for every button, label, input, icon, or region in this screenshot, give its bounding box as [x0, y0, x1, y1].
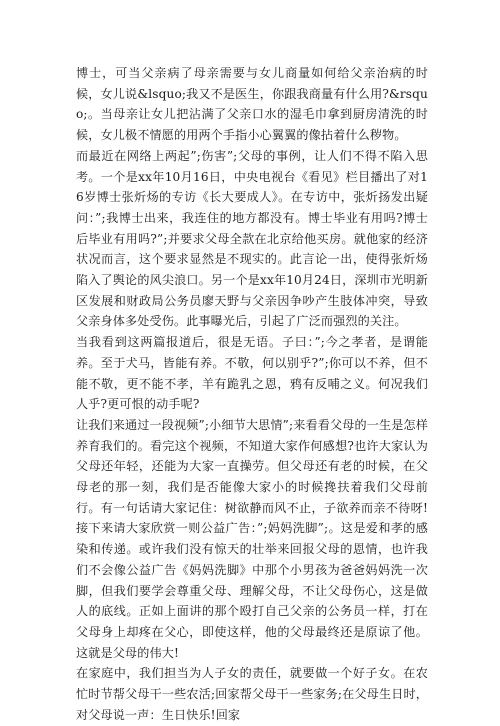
paragraph: 博士，可当父亲病了母亲需要与女儿商量如何给父亲治病的时候，女儿说&lsquo;我又不是医生，你跟我商量有什么用?&rsquo;。当母亲让女儿把沾满了父亲口水的湿毛巾拿到厨房清洗的时候，女儿极不情愿的用两个手指小心翼翼的像拈着什么秽物。: [76, 66, 428, 143]
document-body: [76, 63, 428, 726]
paragraph: 而最近在网络上两起”;伤害”;父母的事例，让人们不得不陷入思考。一个是xx年10月16日，中央电视台《看见》栏目播出了对16岁博士张炘炀的专访《长大要成人》。在专访中，张炘扬发出疑问：”;我博士出来，我连住的地方都没有。博士毕业有用吗?博士后毕业有用吗?”;并要求父母全款在北京给他买房。就他家的经济状况而言，这个要求显然是不现实的。此言论一出，使得张炘炀陷入了舆论的风尖浪口。另一个是xx年10月24日，深圳市光明新区发展和财政局公务员廖天野与父亲因争吵产生肢体冲突，导致父亲身体多处受伤。此事曝光后，引起了广泛而强烈的关注。: [76, 148, 428, 329]
paragraph: 在家庭中，我们担当为人子女的责任，就要做一个好子女。在农忙时节帮父母干一些农活;回家帮父母干一些家务;在父母生日时，对父母说一声：生日快乐!回家: [76, 666, 428, 722]
paragraph: 让我们来通过一段视频”;小细节大思情”;来看看父母的一生是怎样养育我们的。看完这个视频，不知道大家作何感想?也许大家认为父母还年轻，还能为大家一直操劳。但父母还有老的时候，在父母老的那一刻，我们是否能像大家小的时候搀扶着我们父母前行。有一句话请大家记住：树欲静而风不止，子欲养而亲不待呀!接下来请大家欣赏一则公益广告：”;妈妈洗脚”;。这是爱和孝的感染和传递。或许我们没有惊天的壮举来回报父母的恩情，也许我们不会像公益广告《妈妈洗脚》中那个小男孩为爸爸妈妈洗一次脚，但我们要学会尊重父母、理解父母，不让父母伤心，这是做人的底线。正如上面讲的那个殴打自己父亲的公务员一样，打在父母身上却疼在父心，即使这样，他的父母最终还是原谅了他。这就是父母的伟大!: [76, 417, 428, 660]
paragraph: 当我看到这两篇报道后，很是无语。子曰：”;今之孝者，是谓能养。至于犬马，皆能有养。不敬，何以别乎?”;你可以不养，但不能不敬，更不能不孝，羊有跪乳之恩，鸦有反哺之义。何况我们人乎?更可恨的动手呢?: [76, 335, 428, 412]
